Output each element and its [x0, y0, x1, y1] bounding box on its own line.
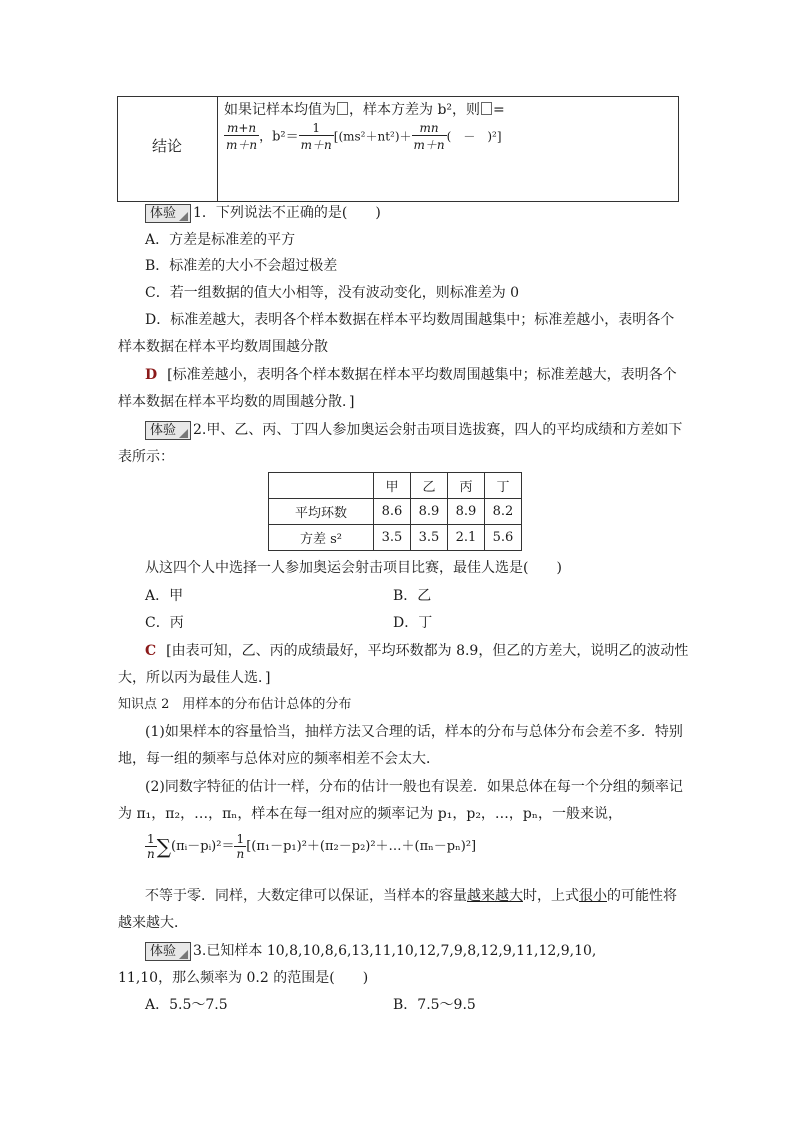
q2-explanation-cont: 大，所以丙为最佳人选．]: [118, 670, 271, 686]
q2-stem-cont: 表所示：: [118, 449, 174, 465]
section-after-line1: 不等于零．同样，大数定律可以保证，当样本的容量越来越大时，上式很小的可能性将: [145, 888, 677, 904]
q1-option-b: B．标准差的大小不会超过极差: [145, 258, 338, 274]
conclusion-box: [117, 96, 679, 202]
q2-answer: C [由表可知，乙、丙的成绩最好，平均环数都为 8.9，但乙的方差大，说明乙的波动性: [145, 643, 689, 659]
section-after-line2: 越来越大．: [118, 915, 188, 931]
placeholder-icon: [337, 102, 348, 115]
variance-fraction: $\frac{1}{m+n}$: [300, 121, 332, 152]
q2-question: 从这四个人中选择一人参加奥运会射击项目比赛，最佳人选是( ): [145, 560, 562, 576]
table-row: 平均环数 8.6 8.9 8.9 8.2: [269, 499, 522, 525]
answer-letter: C: [145, 643, 157, 659]
section-p2-line1: (2)同数字特征的估计一样，分布的估计一般也有误差．如果总体在每一个分组的频率记: [145, 779, 683, 795]
q3-stem-cont: 11,10，那么频率为 0.2 的范围是( ): [118, 970, 369, 986]
table-header-row: 甲 乙 丙 丁: [269, 473, 522, 499]
q2-stem: 体验 2.甲、乙、丙、丁四人参加奥运会射击项目选拔赛，四人的平均成绩和方差如下: [145, 420, 682, 440]
experience-tag: 体验: [145, 942, 191, 961]
formula-fraction-right: $\frac{1}{n}$: [236, 832, 245, 861]
q1-answer: D [标准差越小，表明各个样本数据在样本平均数周围越集中；标准差越大，表明各个: [145, 367, 677, 383]
q2-option-c: C．丙: [145, 615, 184, 631]
conclusion-label: 结论: [152, 137, 183, 155]
q2-option-b: B．乙: [393, 588, 432, 604]
conclusion-divider: [217, 97, 218, 201]
experience-tag: 体验: [145, 204, 191, 223]
conclusion-line1: 如果记样本均值为 ，样本方差为 b²，则 =: [224, 102, 505, 118]
answer-letter: D: [145, 367, 158, 383]
q1-explanation-cont: 样本数据在样本平均数的周围越分散．]: [118, 394, 355, 410]
q1-option-d-cont: 样本数据在样本平均数周围越分散: [118, 339, 328, 355]
q2-option-d: D．丁: [393, 615, 433, 631]
section-title: 知识点 2 用样本的分布估计总体的分布: [118, 697, 352, 712]
q1-option-d: D．标准差越大，表明各个样本数据在样本平均数周围越集中；标准差越小，表明各个: [145, 312, 675, 328]
q1-option-c: C．若一组数据的值大小相等，没有波动变化，则标准差为 0: [145, 285, 520, 301]
q3-option-b: B．7.5～9.5: [393, 997, 476, 1013]
table-row: 方差 s² 3.5 3.5 2.1 5.6: [269, 525, 522, 551]
formula-fraction-left: $\frac{1}{n}$: [147, 832, 155, 861]
placeholder-icon: [481, 102, 492, 115]
distribution-formula: $\frac{1}{n}$ ∑(πᵢ－pᵢ)²＝ $\frac{1}{n}$ [(π₁－p₁)²＋(π₂－p₂)²＋…＋(πₙ－pₙ)²]: [147, 832, 477, 861]
section-p1-line1: (1)如果样本的容量恰当，抽样方法又合理的话，样本的分布与总体分布会差不多．特别: [145, 724, 683, 740]
q1-option-a: A．方差是标准差的平方: [145, 232, 296, 248]
q1-stem: 体验 1．下列说法不正确的是( ): [145, 203, 381, 223]
underline-term: 越来越大: [467, 888, 523, 904]
underline-term: 很小: [579, 888, 607, 904]
q3-option-a: A．5.5～7.5: [145, 997, 228, 1013]
mean-fraction: $\frac{m+n}{m+n}$: [226, 121, 258, 152]
q2-option-a: A．甲: [145, 588, 184, 604]
q3-stem: 体验 3.已知样本 10,8,10,8,6,13,11,10,12,7,9,8,12,9,11,12,9,10,: [145, 941, 596, 961]
mn-fraction: $\frac{mn}{m+n}$: [413, 121, 445, 152]
score-table: [268, 472, 522, 551]
section-p2-line2: 为 π₁，π₂，…，πₙ，样本在每一组对应的频率记为 p₁，p₂，…，pₙ，一般来说，: [118, 806, 622, 822]
experience-tag: 体验: [145, 421, 191, 440]
sigma-icon: ∑: [156, 834, 172, 859]
conclusion-formula: $\frac{m+n}{m+n}$ ，b²＝ $\frac{1}{m+n}$ [(ms²＋nt²)＋ $\frac{mn}{m+n}$ ( － )²]: [226, 121, 502, 152]
section-p1-line2: 地，每一组的频率与总体对应的频率相差不会太大．: [118, 751, 440, 767]
